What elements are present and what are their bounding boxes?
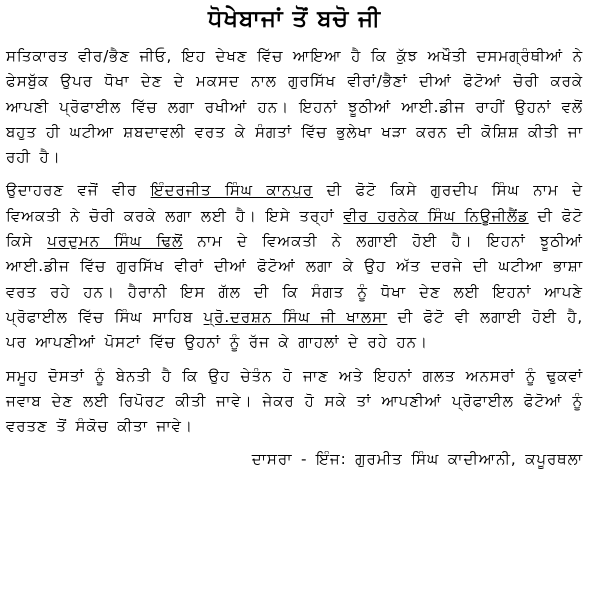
text-run: ਉਦਾਹਰਣ ਵਜੋਂ ਵੀਰ	[6, 181, 151, 200]
text-run: ਨਾਮ ਦੇ ਵਿਅਕਤੀ ਨੇ ਲਗਾਈ ਹੋਈ ਹੈ। ਇਹਨਾਂ ਝੂਠੀਆਂ ਆਈ.ਡੀਜ ਵਿੱਚ ਗੁਰਸਿੱਖ ਵੀਰਾਂ ਦੀਆਂ ਫੋਟੋਆਂ ਲਗਾ ਕੇ ਉਹ ਅੱਤ ਦਰਜੇ ਦੀ ਘਟੀਆ ਭਾਸ਼ਾ ਵਰਤ ਰਹੇ ਹਨ। ਹੈਰਾਨੀ ਇਸ ਗੱਲ ਦੀ ਕਿ ਸੰਗਤ ਨੂੰ ਧੋਖਾ ਦੇਣ ਲਈ ਇਹਨਾਂ ਆਪਣੇ ਪ੍ਰੋਫਾਈਲ ਵਿੱਚ ਸਿੰਘ ਸਾਹਿਬ	[6, 232, 583, 326]
signature-line: ਦਾਸਰਾ - ਇੰਜ: ਗੁਰਮੀਤ ਸਿੰਘ ਕਾਦੀਆਨੀ, ਕਪੂਰਥਲਾ	[251, 450, 583, 469]
text-run: ਦੀ ਫੋਟੋ ਵੀ ਲਗਾਈ ਹੋਈ ਹੈ, ਪਰ ਆਪਣੀਆਂ ਪੋਸਟਾਂ ਵਿੱਚ ਉਹਨਾਂ ਨੂੰ ਰੱਜ ਕੇ ਗਾਹਲਾਂ ਦੇ ਰਹੇ ਹਨ।	[6, 307, 583, 352]
underlined-name-darshan: ਪ੍ਰੋ.ਦਰਸ਼ਨ ਸਿੰਘ ਜੀ ਖਾਲਸਾ	[203, 307, 388, 326]
text-run: ਦੀ ਫੋਟੋ ਕਿਸੇ ਗੁਰਦੀਪ ਸਿੰਘ ਨਾਮ ਦੇ ਵਿਅਕਤੀ ਨੇ ਚੋਰੀ ਕਰਕੇ ਲਗਾ ਲਈ ਹੈ। ਇਸੇ ਤਰ੍ਹਾਂ	[6, 181, 583, 225]
paragraph-examples	[6, 178, 583, 355]
text-run: ਦੀ ਫੋਟੋ ਕਿਸੇ	[6, 206, 583, 251]
paragraph-warning: ਸਤਿਕਾਰਤ ਵੀਰ/ਭੈਣ ਜੀਓ, ਇਹ ਦੇਖਣ ਵਿੱਚ ਆਇਆ ਹੈ ਕਿ ਕੁੱਝ ਅਖੌਤੀ ਦਸਮਗ੍ਰੰਥੀਆਂ ਨੇ ਫੇਸਬੁੱਕ ਉਪਰ ਧੋਖਾ ਦੇਣ ਦੇ ਮਕਸਦ ਨਾਲ ਗੁਰਸਿੱਖ ਵੀਰਾਂ/ਭੈਣਾਂ ਦੀਆਂ ਫੋਟੋਆਂ ਚੋਰੀ ਕਰਕੇ ਆਪਣੀ ਪ੍ਰੋਫਾਈਲ ਵਿੱਚ ਲਗਾ ਰਖੀਆਂ ਹਨ। ਇਹਨਾਂ ਝੂਠੀਆਂ ਆਈ.ਡੀਜ ਰਾਹੀਂ ਉਹਨਾਂ ਵਲੋਂ ਬਹੁਤ ਹੀ ਘਟੀਆ ਸ਼ਬਦਾਵਲੀ ਵਰਤ ਕੇ ਸੰਗਤਾਂ ਵਿੱਚ ਭੁਲੇਖਾ ਖੜਾ ਕਰਨ ਦੀ ਕੋਸ਼ਿਸ਼ ਕੀਤੀ ਜਾ ਰਹੀ ਹੈ।	[6, 47, 583, 167]
underlined-name-inderjit: ਇੰਦਰਜੀਤ ਸਿੰਘ ਕਾਨਪੁਰ	[150, 181, 314, 200]
underlined-name-pardumen: ਪਰਦੁਮਨ ਸਿੰਘ ਢਿਲੋਂ	[47, 232, 184, 251]
paragraph-request: ਸਮੂਹ ਦੋਸਤਾਂ ਨੂੰ ਬੇਨਤੀ ਹੈ ਕਿ ਉਹ ਚੇਤੰਨ ਹੋ ਜਾਣ ਅਤੇ ਇਹਨਾਂ ਗਲਤ ਅਨਸਰਾਂ ਨੂੰ ਢੁਕਵਾਂ ਜਵਾਬ ਦੇਣ ਲਈ ਰਿਪੋਰਟ ਕੀਤੀ ਜਾਵੇ। ਜੇਕਰ ਹੋ ਸਕੇ ਤਾਂ ਆਪਣੀਆਂ ਪ੍ਰੋਫਾਈਲ ਫੋਟੋਆਂ ਨੂੰ ਵਰਤਣ ਤੋਂ ਸੰਕੋਚ ਕੀਤਾ ਜਾਵੇ।	[6, 366, 583, 436]
document-title: ਧੋਖੇਬਾਜਾਂ ਤੋਂ ਬਚੋ ਜੀ	[207, 6, 382, 32]
underlined-name-harnek: ਵੀਰ ਹਰਨੇਕ ਸਿੰਘ ਨਿਊਜੀਲੈਂਡ	[343, 206, 529, 225]
